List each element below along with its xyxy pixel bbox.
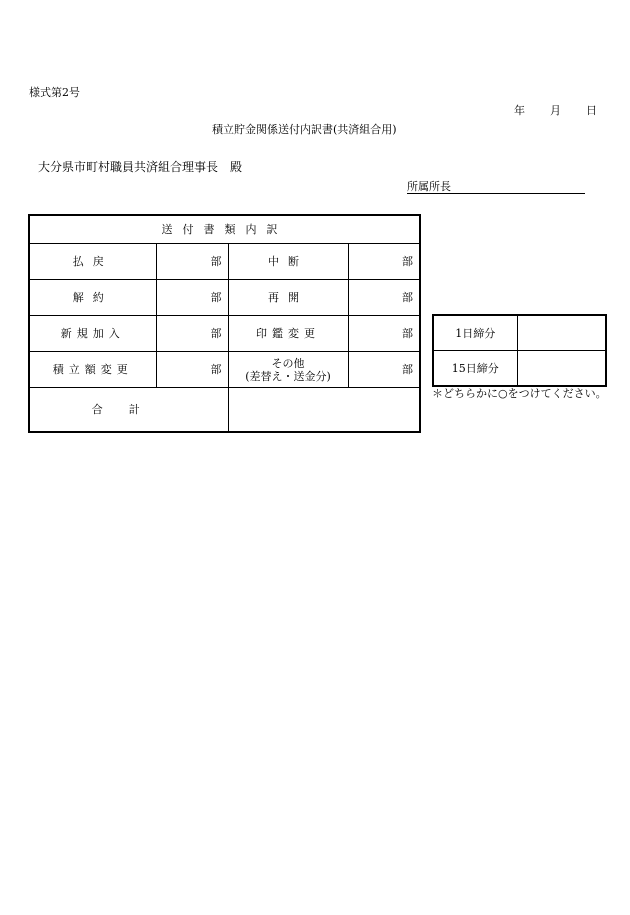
table-title: 送付書類内訳 <box>29 215 420 244</box>
row-label-other-line2: (差替え・送金分) <box>245 369 331 383</box>
row-label-cancel: 解約 <box>29 280 156 316</box>
row-label-resume: 再開 <box>228 280 348 316</box>
date-day-label: 日 <box>586 104 597 117</box>
sender-signature-line[interactable] <box>407 179 585 194</box>
table-row <box>29 280 420 316</box>
closing-period-table <box>432 314 607 387</box>
closing-option-1st-mark-cell[interactable] <box>517 315 606 351</box>
table-row <box>433 315 606 351</box>
row-label-amount-change: 積立額変更 <box>29 352 156 388</box>
unit-label: 部 <box>402 291 413 304</box>
table-row <box>29 316 420 352</box>
sender-title: 所属所長 <box>407 180 451 193</box>
addressee: 大分県市町村職員共済組合理事長 殿 <box>38 160 243 174</box>
form-number: 様式第2号 <box>29 86 80 99</box>
unit-label: 部 <box>210 327 222 340</box>
count-cell-amount-change[interactable] <box>156 352 228 388</box>
document-breakdown-table <box>28 214 421 433</box>
count-cell-new-enrollment[interactable] <box>156 316 228 352</box>
count-cell-resume[interactable] <box>348 280 420 316</box>
unit-label: 部 <box>210 291 222 304</box>
unit-label: 部 <box>402 363 413 376</box>
count-cell-suspend[interactable] <box>348 244 420 280</box>
row-label-other-line1: その他 <box>271 356 305 370</box>
closing-option-15th[interactable]: 15日締分 <box>433 351 517 387</box>
row-label-new-enrollment: 新規加入 <box>29 316 156 352</box>
closing-option-1st[interactable]: 1日締分 <box>433 315 517 351</box>
count-cell-cancel[interactable] <box>156 280 228 316</box>
total-value-cell[interactable] <box>228 388 420 432</box>
closing-instruction-note: ＊どちらかに○をつけてください。 <box>432 387 607 400</box>
unit-label: 部 <box>210 363 222 376</box>
unit-label: 部 <box>402 255 413 268</box>
count-cell-refund[interactable] <box>156 244 228 280</box>
table-row <box>433 351 606 387</box>
document-title: 積立貯金関係送付内訳書(共済組合用) <box>212 123 397 136</box>
date-month-label: 月 <box>550 104 561 117</box>
unit-label: 部 <box>210 255 222 268</box>
total-label: 合計 <box>29 388 228 432</box>
table-row <box>29 244 420 280</box>
count-cell-other[interactable] <box>348 352 420 388</box>
table-row <box>29 388 420 432</box>
row-label-refund: 払戻 <box>29 244 156 280</box>
table-row <box>29 352 420 388</box>
row-label-seal-change: 印鑑変更 <box>228 316 348 352</box>
row-label-other <box>228 352 348 388</box>
row-label-suspend: 中断 <box>228 244 348 280</box>
count-cell-seal-change[interactable] <box>348 316 420 352</box>
unit-label: 部 <box>402 327 413 340</box>
date-year-label: 年 <box>514 104 525 117</box>
closing-option-15th-mark-cell[interactable] <box>517 351 606 387</box>
